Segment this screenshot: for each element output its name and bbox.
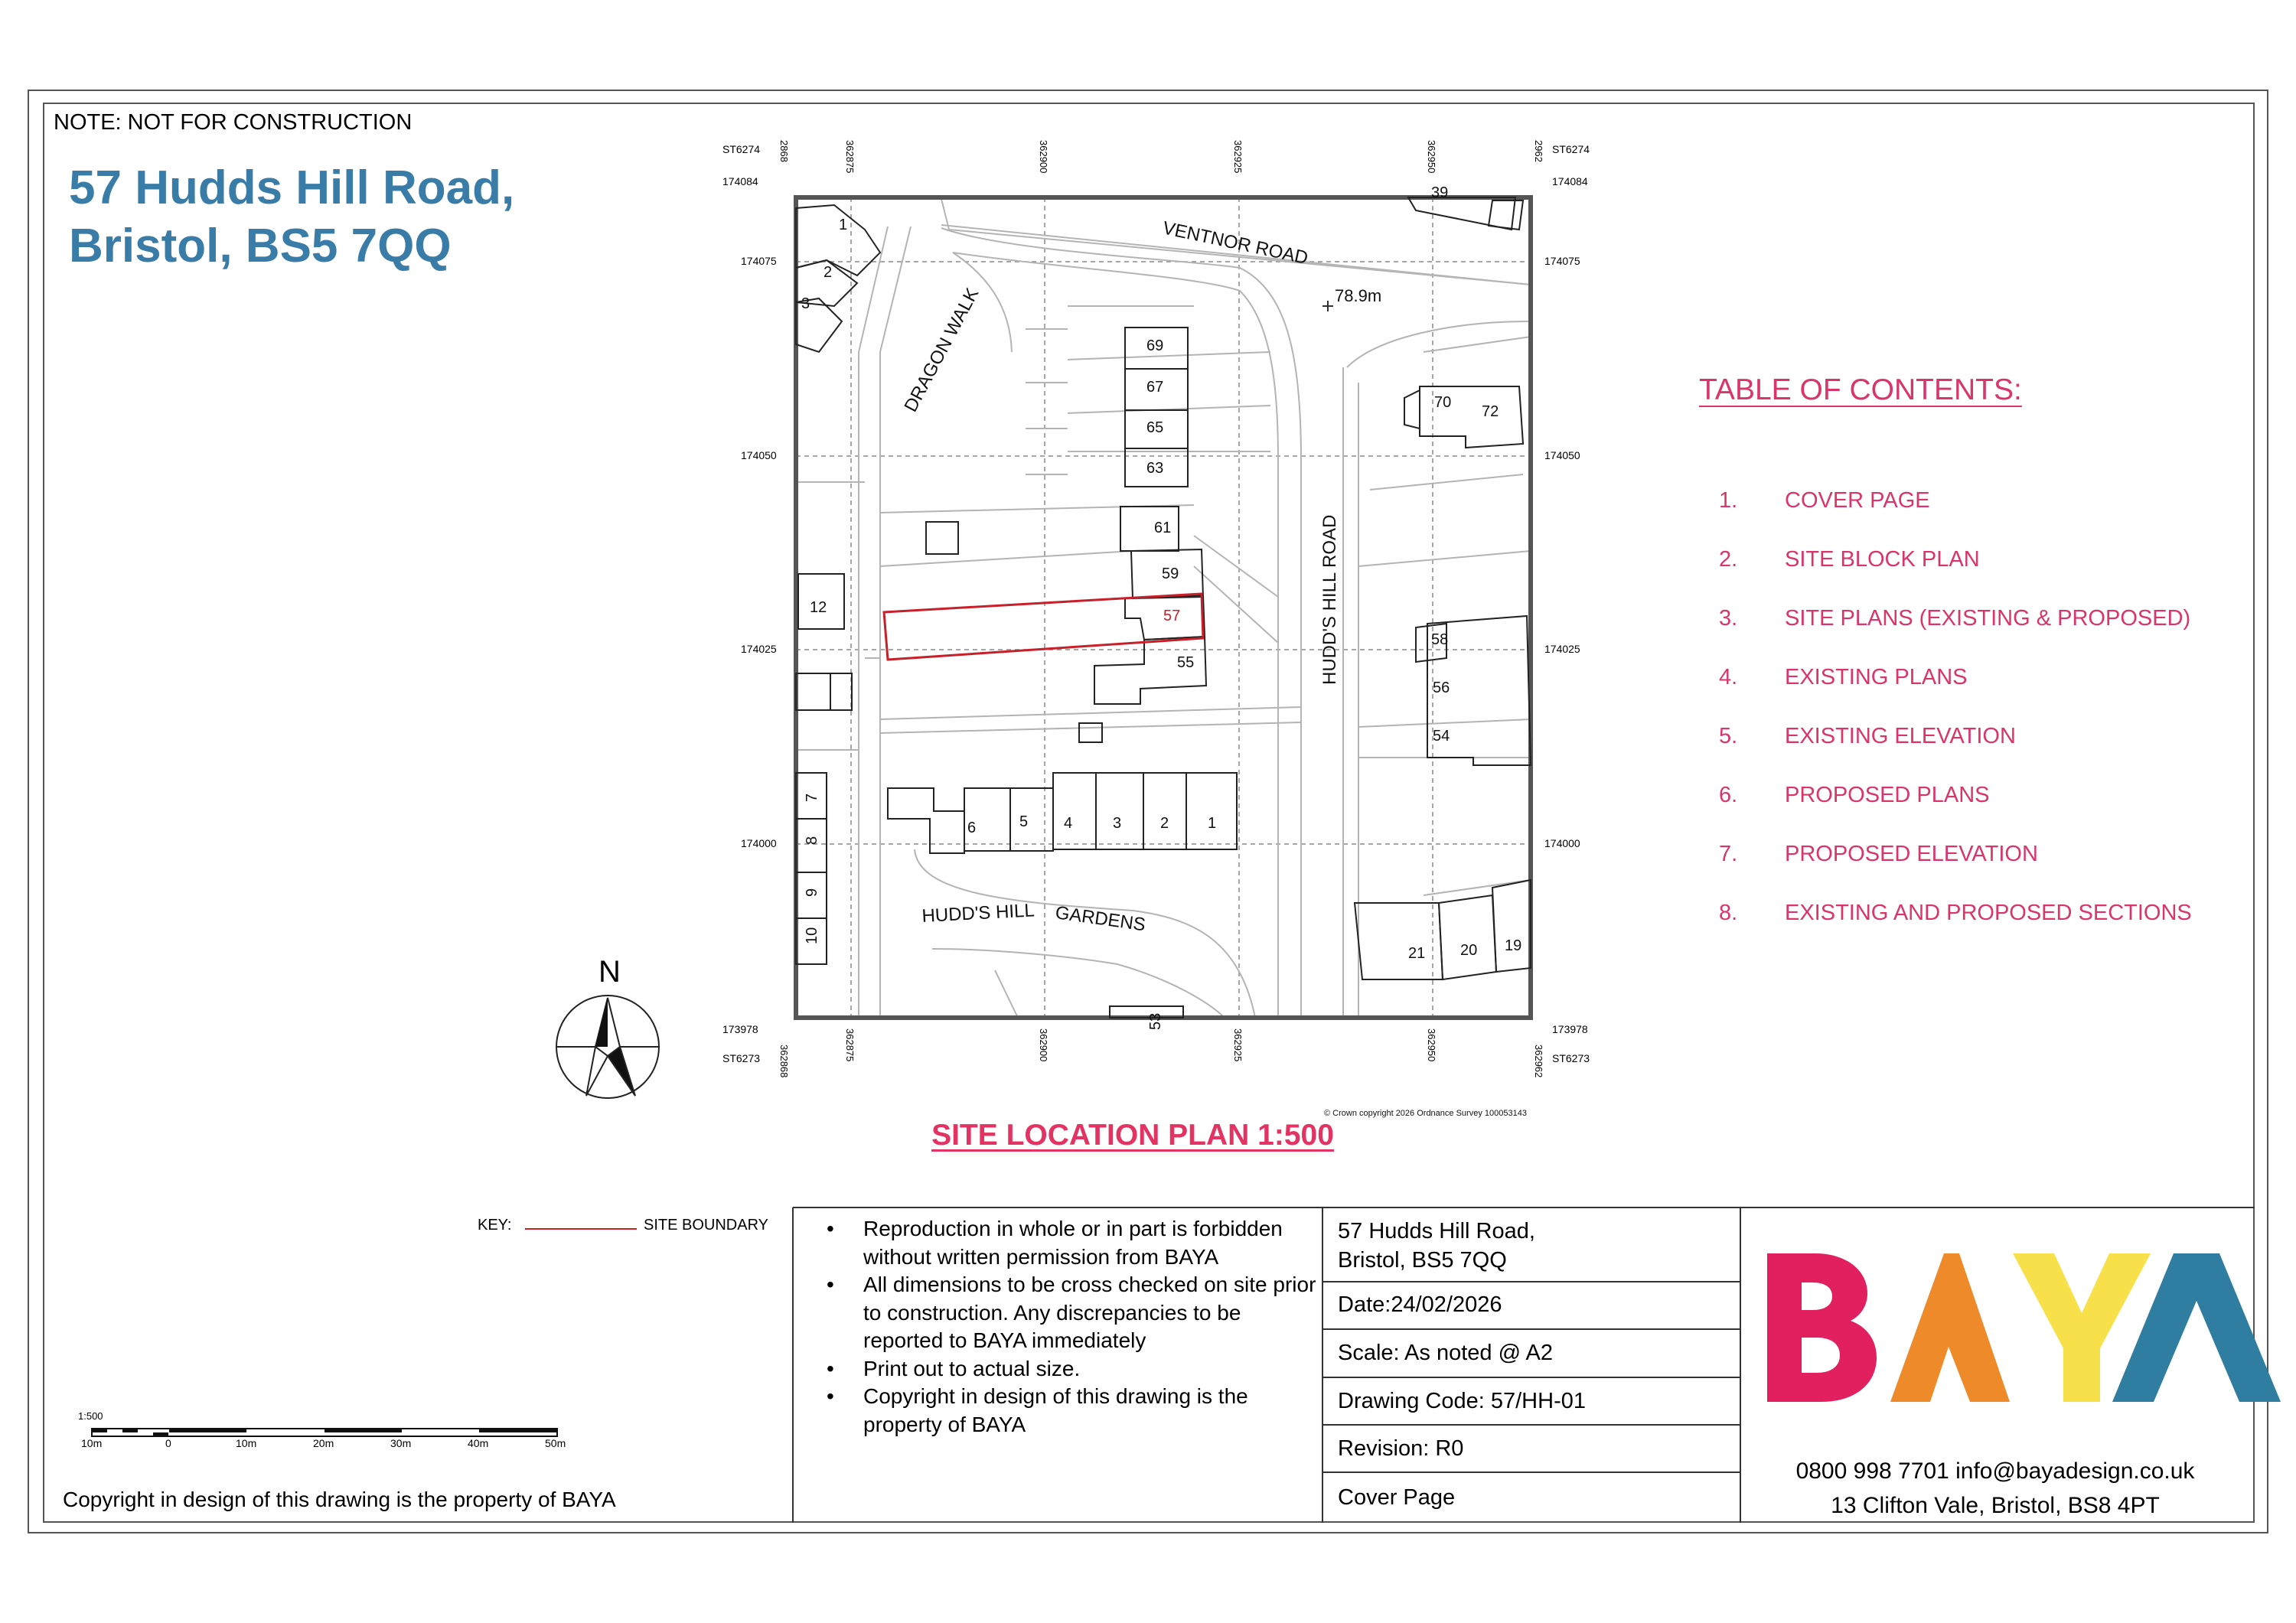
house-number: 3	[801, 295, 810, 312]
toc-item-number: 4.	[1719, 665, 1738, 689]
grid-sheet-tl: ST6274	[722, 143, 761, 155]
road-label-ventnor: VENTNOR ROAD	[1160, 217, 1310, 269]
toc-item-label: EXISTING AND PROPOSED SECTIONS	[1785, 901, 2192, 925]
info-sheet: Cover Page	[1338, 1485, 1456, 1510]
grid-northing-top-left: 174084	[722, 175, 758, 187]
toc-item-number: 6.	[1719, 783, 1738, 807]
grid-easting-top-0: 2868	[778, 140, 790, 162]
grid-easting-top-1: 362875	[844, 140, 856, 174]
toc-item-label: SITE BLOCK PLAN	[1785, 547, 1980, 572]
toc-item-number: 2.	[1719, 547, 1738, 572]
house-number: 3	[1113, 815, 1122, 832]
note-item: • Print out to actual size.	[827, 1355, 1316, 1383]
info-scale: Scale: As noted @ A2	[1338, 1341, 1553, 1365]
toc-item-label: PROPOSED ELEVATION	[1785, 842, 2038, 866]
house-number: 10	[804, 927, 820, 944]
key-label: KEY:	[478, 1217, 512, 1234]
toc-item-number: 5.	[1719, 724, 1738, 748]
scale-bar	[92, 1429, 557, 1436]
scale-bar-label: 30m	[390, 1437, 412, 1449]
note-item: • Copyright in design of this drawing is the property of BAYA	[827, 1383, 1316, 1439]
toc-item-label: SITE PLANS (EXISTING & PROPOSED)	[1785, 606, 2191, 631]
house-number: 70	[1434, 394, 1452, 411]
site-location-plan-title	[765, 1119, 1500, 1152]
house-number: 53	[1147, 1012, 1164, 1030]
house-number: 67	[1146, 379, 1164, 396]
drawing-notes	[827, 1215, 1316, 1439]
toc-item-number: 7.	[1719, 842, 1738, 866]
note-item: • Reproduction in whole or in part is forbidden without written permission from BAYA	[827, 1215, 1316, 1271]
grid-easting-bottom-1: 362875	[844, 1028, 856, 1062]
grid-easting-bottom-4: 362950	[1426, 1028, 1437, 1062]
grid-easting-top-5: 2962	[1533, 140, 1544, 162]
grid-northing-left-2: 174050	[741, 449, 777, 461]
road-label-gardens-a: HUDD'S HILL	[921, 900, 1035, 927]
grid-easting-bottom-3: 362925	[1232, 1028, 1244, 1062]
project-title-line1: 57 Hudds Hill Road,	[69, 161, 515, 214]
road-label-hudds-hill-road: HUDD'S HILL ROAD	[1319, 514, 1340, 685]
house-number: 19	[1505, 937, 1522, 954]
house-number: 2	[1160, 815, 1169, 832]
house-number: 65	[1146, 419, 1164, 436]
grid-northing-bottom-left: 173978	[722, 1023, 758, 1035]
scale-bar-label: 10m	[81, 1437, 103, 1449]
scale-bar-label: 10m	[236, 1437, 257, 1449]
house-number-site: 57	[1163, 608, 1181, 624]
grid-easting-bottom-0: 362868	[778, 1045, 790, 1078]
house-number: 1	[839, 217, 848, 233]
toc-heading: TABLE OF CONTENTS:	[1699, 373, 2022, 406]
grid-northing-right-3: 174025	[1544, 643, 1580, 655]
map-crown-copyright: © Crown copyright 2026 Ordnance Survey 100053143	[1324, 1109, 1527, 1118]
scale-bar-caption: 1:500	[78, 1410, 103, 1422]
house-number: 20	[1460, 942, 1478, 959]
info-address-line1: 57 Hudds Hill Road,	[1338, 1219, 1535, 1243]
grid-easting-bottom-2: 362900	[1038, 1028, 1049, 1062]
key-site-boundary-label: SITE BOUNDARY	[644, 1217, 768, 1234]
grid-northing-right-4: 174000	[1544, 837, 1580, 849]
toc-item-label: COVER PAGE	[1785, 488, 1930, 513]
house-number: 39	[1431, 184, 1449, 201]
house-number: 72	[1482, 403, 1499, 420]
contact-phone-email: 0800 998 7701 info@bayadesign.co.uk	[1795, 1458, 2195, 1484]
toc-item-label: EXISTING PLANS	[1785, 665, 1968, 689]
info-date: Date:24/02/2026	[1338, 1292, 1502, 1317]
house-number: 6	[967, 820, 977, 836]
scale-bar-label: 0	[165, 1437, 171, 1449]
toc-item-number: 3.	[1719, 606, 1738, 631]
house-number: 2	[823, 264, 833, 281]
drawing-copyright: Copyright in design of this drawing is the property of BAYA	[63, 1488, 616, 1511]
key-site-boundary-swatch	[525, 1228, 637, 1230]
north-arrow-icon	[556, 996, 659, 1098]
project-title-line2: Bristol, BS5 7QQ	[69, 220, 452, 272]
grid-sheet-tr: ST6274	[1552, 143, 1590, 155]
grid-northing-right-2: 174050	[1544, 449, 1580, 461]
house-number: 61	[1154, 520, 1172, 536]
grid-northing-left-3: 174025	[741, 643, 777, 655]
house-number: 4	[1064, 815, 1073, 832]
contact-address: 13 Clifton Vale, Bristol, BS8 4PT	[1831, 1493, 2160, 1518]
grid-easting-bottom-5: 362962	[1533, 1045, 1544, 1078]
toc-item-number: 1.	[1719, 488, 1738, 513]
grid-easting-top-2: 362900	[1038, 140, 1049, 174]
construction-note: NOTE: NOT FOR CONSTRUCTION	[54, 110, 413, 135]
house-number: 56	[1433, 680, 1450, 696]
house-number: 8	[804, 836, 820, 845]
scale-bar-label: 50m	[545, 1437, 566, 1449]
grid-sheet-br: ST6273	[1552, 1052, 1590, 1064]
info-drawing-code: Drawing Code: 57/HH-01	[1338, 1389, 1586, 1413]
toc-item-number: 8.	[1719, 901, 1738, 925]
spot-height-label: 78.9m	[1335, 286, 1382, 305]
company-contact	[1740, 1454, 2250, 1523]
grid-northing-left-4: 174000	[741, 837, 777, 849]
house-number: 63	[1146, 460, 1164, 477]
toc-item-label: PROPOSED PLANS	[1785, 783, 1990, 807]
baya-logo	[1767, 1253, 2281, 1402]
site-location-plan-title-text: SITE LOCATION PLAN 1:500	[931, 1119, 1334, 1152]
road-label-gardens-b: GARDENS	[1054, 902, 1147, 936]
house-number: 12	[810, 599, 827, 616]
north-label: N	[598, 955, 621, 989]
grid-easting-top-3: 362925	[1232, 140, 1244, 174]
grid-northing-top-right: 174084	[1552, 175, 1588, 187]
house-number: 21	[1408, 945, 1426, 962]
grid-northing-bottom-right: 173978	[1552, 1023, 1588, 1035]
house-number: 5	[1019, 813, 1029, 830]
road-label-dragon-walk: DRAGON WALK	[900, 284, 983, 416]
toc-item-label: EXISTING ELEVATION	[1785, 724, 2016, 748]
house-number: 9	[804, 888, 820, 897]
house-number: 55	[1177, 654, 1195, 671]
house-number: 59	[1162, 565, 1179, 582]
house-number: 1	[1208, 815, 1217, 832]
grid-northing-left-1: 174075	[741, 255, 777, 267]
scale-bar-label: 20m	[313, 1437, 334, 1449]
house-number: 7	[804, 793, 820, 802]
info-revision: Revision: R0	[1338, 1436, 1464, 1461]
info-address	[1338, 1217, 1535, 1275]
spot-height-marker	[1322, 301, 1333, 311]
grid-sheet-bl: ST6273	[722, 1052, 761, 1064]
grid-northing-right-1: 174075	[1544, 255, 1580, 267]
info-address-line2: Bristol, BS5 7QQ	[1338, 1248, 1507, 1273]
scale-bar-label: 40m	[468, 1437, 489, 1449]
house-number: 69	[1146, 337, 1164, 354]
house-number: 54	[1433, 728, 1450, 745]
note-item: • All dimensions to be cross checked on site prior to construction. Any discrepancies to be reported to BAYA immediately	[827, 1271, 1316, 1355]
house-number: 58	[1431, 631, 1449, 648]
grid-easting-top-4: 362950	[1426, 140, 1437, 174]
